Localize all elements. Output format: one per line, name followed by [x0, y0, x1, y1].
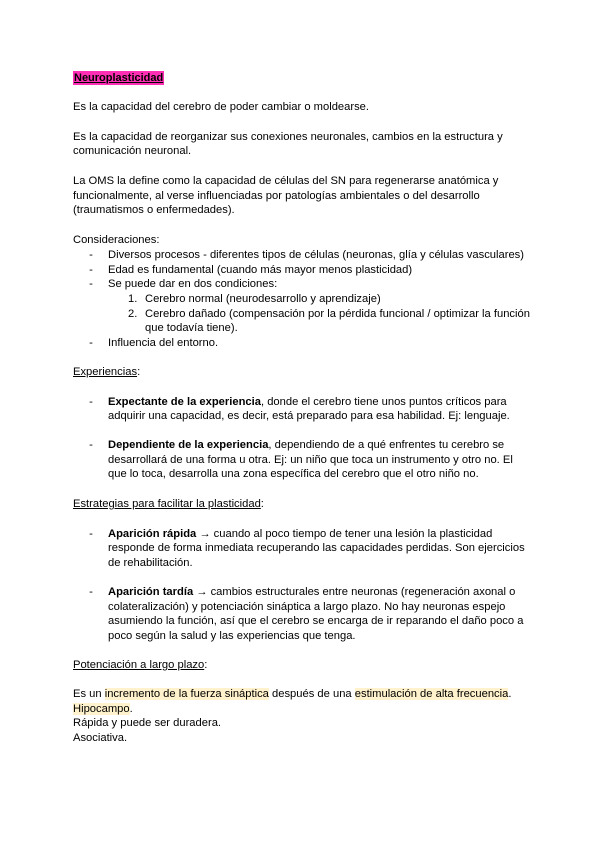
- intro-line-1: Es la capacidad del cerebro de poder cambiar o moldearse.: [73, 101, 370, 113]
- strategy-desc: → cambios estructurales entre neuronas (regeneración axonal o: [193, 586, 516, 598]
- strategy-desc: → cuando al poco tiempo de tener una lesión la plasticidad: [196, 528, 493, 540]
- sub-item: Cerebro dañado (compensación por la pérdida funcional / optimizar la función: [145, 308, 530, 320]
- highlighted-term: incremento de la fuerza sináptica: [104, 688, 269, 700]
- bullet-dash: -: [89, 586, 93, 598]
- ltp-text: .: [508, 688, 512, 700]
- experiences-heading-text: Experiencias: [73, 366, 138, 378]
- ltp-text: .: [129, 703, 133, 715]
- intro-line-5: funcionalmente, al verse influenciadas por patologías ambientales o del desarrollo: [73, 190, 480, 202]
- strategies-heading: [73, 497, 264, 511]
- heading-colon: :: [260, 498, 264, 510]
- consideration-item: Se puede dar en dos condiciones:: [108, 278, 278, 290]
- experience-term: Expectante de la experiencia: [108, 396, 261, 408]
- consideration-item: Edad es fundamental (cuando más mayor menos plasticidad): [108, 264, 413, 276]
- experience-continuation: adquirir una capacidad, es decir, está preparado para esa habilidad. Ej: lenguaje.: [108, 410, 510, 422]
- sub-item-continuation: que todavía tiene).: [145, 322, 238, 334]
- bullet-dash: -: [89, 249, 93, 261]
- sub-item: Cerebro normal (neurodesarrollo y aprendizaje): [145, 293, 381, 305]
- heading-colon: :: [204, 659, 208, 671]
- sub-item-number: 1.: [128, 293, 138, 305]
- strategy-item: [108, 527, 492, 541]
- bullet-dash: -: [89, 396, 93, 408]
- bullet-dash: -: [89, 337, 93, 349]
- bullet-dash: -: [89, 278, 93, 290]
- strategy-continuation: responde de forma inmediata recuperando las capacidades perdidas. Son ejercicios: [108, 542, 525, 554]
- sub-item-number: 2.: [128, 308, 138, 320]
- consideration-item: Influencia del entorno.: [108, 337, 219, 349]
- intro-line-2: Es la capacidad de reorganizar sus conexiones neuronales, cambios en la estructura y: [73, 131, 503, 143]
- experience-item: [108, 395, 507, 409]
- ltp-heading: [73, 658, 207, 672]
- ltp-definition: [73, 687, 511, 701]
- ltp-text: Es un: [73, 688, 105, 700]
- strategy-continuation: poco según la salud y las experiencias que tenga.: [108, 630, 356, 642]
- bullet-dash: -: [89, 528, 93, 540]
- experience-continuation: que lo toca, desarrolla una zona específica del cerebro que el otro niño no.: [108, 468, 479, 480]
- bullet-dash: -: [89, 439, 93, 451]
- strategy-continuation: asumiendo la función, así que el cerebro se encarga de ir reparando el daño poco a: [108, 615, 524, 627]
- ltp-heading-text: Potenciación a largo plazo: [73, 659, 205, 671]
- intro-line-4: La OMS la define como la capacidad de células del SN para regenerarse anatómica y: [73, 175, 499, 187]
- strategy-continuation: colateralización) y potenciación sináptica a largo plazo. No hay neuronas espejo: [108, 601, 506, 613]
- strategy-term: Aparición tardía: [108, 586, 194, 598]
- experience-term: Dependiente de la experiencia: [108, 439, 269, 451]
- bullet-dash: -: [89, 264, 93, 276]
- experience-desc: , donde el cerebro tiene unos puntos críticos para: [260, 396, 507, 408]
- ltp-location: [73, 702, 133, 716]
- strategy-item: [108, 585, 515, 599]
- experience-continuation: desarrollará de una forma u otra. Ej: un niño que toca un instrumento y otro no. El: [108, 454, 513, 466]
- consideration-item: Diversos procesos - diferentes tipos de células (neuronas, glía y células vasculares): [108, 249, 524, 261]
- experience-desc: , dependiendo de a qué enfrentes tu cerebro se: [268, 439, 505, 451]
- intro-line-6: (traumatismos o enfermedades).: [73, 204, 235, 216]
- highlighted-term: Hipocampo: [73, 703, 130, 715]
- intro-line-3: comunicación neuronal.: [73, 145, 192, 157]
- considerations-heading: Consideraciones:: [73, 234, 160, 246]
- page-title: Neuroplasticidad: [74, 72, 164, 84]
- ltp-property: Asociativa.: [73, 732, 128, 744]
- ltp-property: Rápida y puede ser duradera.: [73, 717, 222, 729]
- highlighted-term: estimulación de alta frecuencia: [354, 688, 509, 700]
- ltp-text: después de una: [268, 688, 355, 700]
- strategy-term: Aparición rápida: [108, 528, 197, 540]
- strategies-heading-text: Estrategias para facilitar la plasticidad: [73, 498, 261, 510]
- experience-item: [108, 438, 504, 452]
- strategy-continuation: de rehabilitación.: [108, 557, 193, 569]
- heading-colon: :: [137, 366, 141, 378]
- experiences-heading: [73, 365, 140, 379]
